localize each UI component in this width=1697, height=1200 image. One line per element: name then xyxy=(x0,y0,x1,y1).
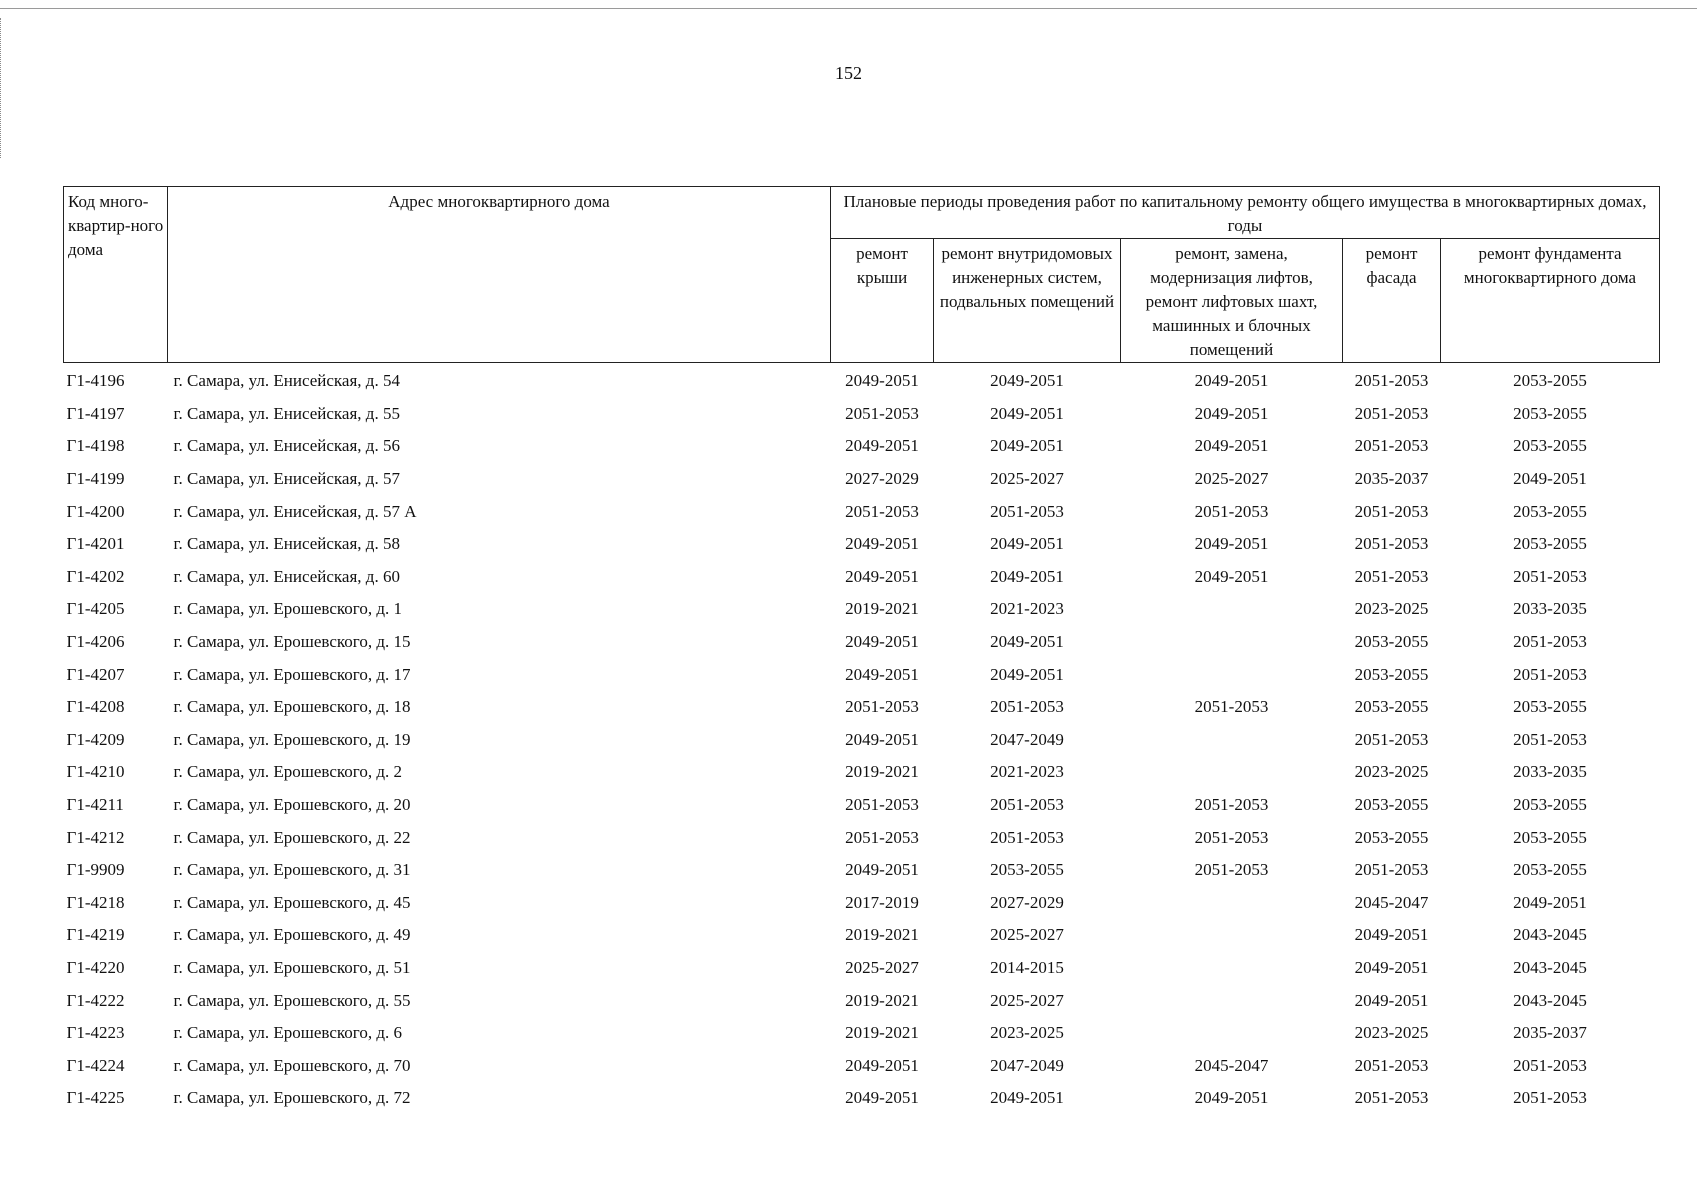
systems-period-cell: 2049-2051 xyxy=(990,566,1064,586)
lifts-period-cell xyxy=(1121,626,1343,659)
table-row xyxy=(64,561,1660,594)
systems-period-cell: 2051-2053 xyxy=(990,827,1064,847)
lifts-period-cell: 2051-2053 xyxy=(1194,501,1269,521)
lifts-period-cell: 2049-2051 xyxy=(1194,566,1269,586)
address-cell: г. Самара, ул. Ерошевского, д. 49 xyxy=(173,925,411,945)
address-cell: г. Самара, ул. Енисейская, д. 58 xyxy=(173,534,400,554)
systems-period-cell: 2047-2049 xyxy=(990,1055,1064,1075)
foundation-period-cell: 2053-2055 xyxy=(1513,501,1587,521)
lifts-period-cell: 2049-2051 xyxy=(1194,436,1269,456)
facade-period-cell: 2051-2053 xyxy=(1354,860,1429,880)
code-cell: Г1-4197 xyxy=(66,403,125,423)
header-roof: ремонт крыши xyxy=(831,239,934,363)
table-row xyxy=(64,854,1660,887)
table-row xyxy=(64,724,1660,757)
header-systems: ремонт внутридомовых инженерных систем, подвальных помещений xyxy=(934,239,1121,363)
table-row xyxy=(64,495,1660,528)
code-cell: Г1-4212 xyxy=(66,827,125,847)
foundation-period-cell: 2051-2053 xyxy=(1513,729,1587,749)
foundation-period-cell: 2053-2055 xyxy=(1513,827,1587,847)
address-cell: г. Самара, ул. Ерошевского, д. 19 xyxy=(173,729,411,749)
lifts-period-cell: 2051-2053 xyxy=(1194,697,1269,717)
address-cell: г. Самара, ул. Ерошевского, д. 70 xyxy=(173,1055,411,1075)
lifts-period-cell: 2049-2051 xyxy=(1194,1088,1269,1108)
header-facade: ремонт фасада xyxy=(1343,239,1441,363)
table-row xyxy=(64,919,1660,952)
address-cell: г. Самара, ул. Ерошевского, д. 17 xyxy=(173,664,411,684)
roof-period-cell: 2049-2051 xyxy=(845,664,919,684)
lifts-period-cell: 2051-2053 xyxy=(1194,795,1269,815)
foundation-period-cell: 2053-2055 xyxy=(1513,403,1587,423)
systems-period-cell: 2047-2049 xyxy=(990,729,1064,749)
roof-period-cell: 2051-2053 xyxy=(845,501,919,521)
table-row xyxy=(64,398,1660,431)
foundation-period-cell: 2043-2045 xyxy=(1513,925,1587,945)
systems-period-cell: 2025-2027 xyxy=(990,469,1064,489)
header-planned-periods: Плановые периоды проведения работ по капитальному ремонту общего имущества в многоквартирных домах, годы xyxy=(831,187,1660,239)
systems-period-cell: 2049-2051 xyxy=(990,403,1064,423)
lifts-period-cell xyxy=(1121,984,1343,1017)
roof-period-cell: 2019-2021 xyxy=(845,762,919,782)
code-cell: Г1-4201 xyxy=(66,534,125,554)
foundation-period-cell: 2053-2055 xyxy=(1513,795,1587,815)
lifts-period-cell xyxy=(1121,756,1343,789)
roof-period-cell: 2019-2021 xyxy=(845,990,919,1010)
facade-period-cell: 2049-2051 xyxy=(1354,925,1429,945)
foundation-period-cell: 2053-2055 xyxy=(1513,697,1587,717)
lifts-period-cell xyxy=(1121,658,1343,691)
address-cell: г. Самара, ул. Енисейская, д. 57 А xyxy=(173,501,417,521)
table-row xyxy=(64,1017,1660,1050)
systems-period-cell: 2021-2023 xyxy=(990,599,1064,619)
foundation-period-cell: 2051-2053 xyxy=(1513,1055,1587,1075)
lifts-period-cell xyxy=(1121,887,1343,920)
header-row-top xyxy=(64,187,1660,239)
address-cell: г. Самара, ул. Енисейская, д. 60 xyxy=(173,566,400,586)
code-cell: Г1-4211 xyxy=(66,795,124,815)
facade-period-cell: 2035-2037 xyxy=(1354,469,1429,489)
header-address: Адрес многоквартирного дома xyxy=(168,187,831,363)
roof-period-cell: 2049-2051 xyxy=(845,1055,919,1075)
roof-period-cell: 2025-2027 xyxy=(845,957,919,977)
table-row xyxy=(64,984,1660,1017)
foundation-period-cell: 2053-2055 xyxy=(1513,860,1587,880)
foundation-period-cell: 2053-2055 xyxy=(1513,371,1587,391)
table-row xyxy=(64,658,1660,691)
table-row xyxy=(64,363,1660,398)
roof-period-cell: 2049-2051 xyxy=(845,632,919,652)
address-cell: г. Самара, ул. Ерошевского, д. 31 xyxy=(173,860,411,880)
facade-period-cell: 2045-2047 xyxy=(1354,892,1429,912)
foundation-period-cell: 2053-2055 xyxy=(1513,534,1587,554)
code-cell: Г1-9909 xyxy=(66,860,125,880)
table-row xyxy=(64,528,1660,561)
roof-period-cell: 2019-2021 xyxy=(845,925,919,945)
code-cell: Г1-4225 xyxy=(66,1088,125,1108)
table-row xyxy=(64,952,1660,985)
lifts-period-cell: 2049-2051 xyxy=(1194,371,1269,391)
foundation-period-cell: 2033-2035 xyxy=(1513,762,1587,782)
systems-period-cell: 2049-2051 xyxy=(990,371,1064,391)
facade-period-cell: 2023-2025 xyxy=(1354,1023,1429,1043)
systems-period-cell: 2021-2023 xyxy=(990,762,1064,782)
lifts-period-cell: 2051-2053 xyxy=(1194,827,1269,847)
lifts-period-cell xyxy=(1121,593,1343,626)
address-cell: г. Самара, ул. Ерошевского, д. 18 xyxy=(173,697,411,717)
page-number: 152 xyxy=(835,63,862,83)
roof-period-cell: 2049-2051 xyxy=(845,566,919,586)
lifts-period-cell: 2049-2051 xyxy=(1194,534,1269,554)
foundation-period-cell: 2049-2051 xyxy=(1513,892,1587,912)
roof-period-cell: 2049-2051 xyxy=(845,371,919,391)
header-code: Код много-квартир-ного дома xyxy=(64,187,168,363)
facade-period-cell: 2053-2055 xyxy=(1354,697,1429,717)
address-cell: г. Самара, ул. Ерошевского, д. 45 xyxy=(173,892,411,912)
facade-period-cell: 2051-2053 xyxy=(1354,436,1429,456)
code-cell: Г1-4205 xyxy=(66,599,125,619)
address-cell: г. Самара, ул. Ерошевского, д. 6 xyxy=(173,1023,402,1043)
systems-period-cell: 2025-2027 xyxy=(990,925,1064,945)
foundation-period-cell: 2051-2053 xyxy=(1513,1088,1587,1108)
code-cell: Г1-4198 xyxy=(66,436,125,456)
repair-schedule-table xyxy=(63,186,1660,1115)
lifts-period-cell xyxy=(1121,1017,1343,1050)
address-cell: г. Самара, ул. Енисейская, д. 57 xyxy=(173,469,400,489)
facade-period-cell: 2051-2053 xyxy=(1354,403,1429,423)
facade-period-cell: 2053-2055 xyxy=(1354,827,1429,847)
systems-period-cell: 2051-2053 xyxy=(990,795,1064,815)
code-cell: Г1-4209 xyxy=(66,729,125,749)
roof-period-cell: 2049-2051 xyxy=(845,1088,919,1108)
code-cell: Г1-4224 xyxy=(66,1055,125,1075)
table-row xyxy=(64,626,1660,659)
table-row xyxy=(64,756,1660,789)
header-foundation: ремонт фундамента многоквартирного дома xyxy=(1441,239,1660,363)
lifts-period-cell: 2045-2047 xyxy=(1194,1055,1269,1075)
address-cell: г. Самара, ул. Ерошевского, д. 72 xyxy=(173,1088,411,1108)
foundation-period-cell: 2053-2055 xyxy=(1513,436,1587,456)
lifts-period-cell: 2049-2051 xyxy=(1194,403,1269,423)
code-cell: Г1-4196 xyxy=(66,371,125,391)
facade-period-cell: 2053-2055 xyxy=(1354,632,1429,652)
code-cell: Г1-4206 xyxy=(66,632,125,652)
table-row xyxy=(64,430,1660,463)
systems-period-cell: 2049-2051 xyxy=(990,1088,1064,1108)
foundation-period-cell: 2051-2053 xyxy=(1513,632,1587,652)
address-cell: г. Самара, ул. Ерошевского, д. 1 xyxy=(173,599,402,619)
address-cell: г. Самара, ул. Ерошевского, д. 22 xyxy=(173,827,411,847)
facade-period-cell: 2049-2051 xyxy=(1354,957,1429,977)
facade-period-cell: 2049-2051 xyxy=(1354,990,1429,1010)
facade-period-cell: 2053-2055 xyxy=(1354,795,1429,815)
table-row xyxy=(64,1049,1660,1082)
facade-period-cell: 2023-2025 xyxy=(1354,762,1429,782)
systems-period-cell: 2049-2051 xyxy=(990,436,1064,456)
roof-period-cell: 2049-2051 xyxy=(845,436,919,456)
table-row xyxy=(64,691,1660,724)
lifts-period-cell xyxy=(1121,724,1343,757)
systems-period-cell: 2025-2027 xyxy=(990,990,1064,1010)
table-row xyxy=(64,463,1660,496)
code-cell: Г1-4199 xyxy=(66,469,125,489)
roof-period-cell: 2019-2021 xyxy=(845,599,919,619)
roof-period-cell: 2051-2053 xyxy=(845,697,919,717)
code-cell: Г1-4219 xyxy=(66,925,125,945)
systems-period-cell: 2053-2055 xyxy=(990,860,1064,880)
code-cell: Г1-4222 xyxy=(66,990,125,1010)
lifts-period-cell xyxy=(1121,952,1343,985)
code-cell: Г1-4208 xyxy=(66,697,125,717)
roof-period-cell: 2027-2029 xyxy=(845,469,919,489)
foundation-period-cell: 2051-2053 xyxy=(1513,664,1587,684)
lifts-period-cell: 2051-2053 xyxy=(1194,860,1269,880)
table-row xyxy=(64,821,1660,854)
code-cell: Г1-4220 xyxy=(66,957,125,977)
code-cell: Г1-4202 xyxy=(66,566,125,586)
roof-period-cell: 2019-2021 xyxy=(845,1023,919,1043)
systems-period-cell: 2014-2015 xyxy=(990,957,1064,977)
code-cell: Г1-4223 xyxy=(66,1023,125,1043)
table-row xyxy=(64,593,1660,626)
address-cell: г. Самара, ул. Ерошевского, д. 2 xyxy=(173,762,402,782)
code-cell: Г1-4207 xyxy=(66,664,125,684)
roof-period-cell: 2051-2053 xyxy=(845,795,919,815)
facade-period-cell: 2051-2053 xyxy=(1354,1055,1429,1075)
facade-period-cell: 2051-2053 xyxy=(1354,729,1429,749)
address-cell: г. Самара, ул. Енисейская, д. 55 xyxy=(173,403,400,423)
code-cell: Г1-4210 xyxy=(66,762,125,782)
systems-period-cell: 2049-2051 xyxy=(990,632,1064,652)
table-row xyxy=(64,1082,1660,1115)
facade-period-cell: 2051-2053 xyxy=(1354,566,1429,586)
address-cell: г. Самара, ул. Ерошевского, д. 55 xyxy=(173,990,411,1010)
lifts-period-cell: 2025-2027 xyxy=(1194,469,1269,489)
facade-period-cell: 2051-2053 xyxy=(1354,534,1429,554)
address-cell: г. Самара, ул. Енисейская, д. 56 xyxy=(173,436,400,456)
code-cell: Г1-4218 xyxy=(66,892,125,912)
address-cell: г. Самара, ул. Енисейская, д. 54 xyxy=(173,371,400,391)
foundation-period-cell: 2043-2045 xyxy=(1513,957,1587,977)
roof-period-cell: 2051-2053 xyxy=(845,403,919,423)
header-lifts: ремонт, замена, модернизация лифтов, ремонт лифтовых шахт, машинных и блочных помещений xyxy=(1121,239,1343,363)
systems-period-cell: 2027-2029 xyxy=(990,892,1064,912)
foundation-period-cell: 2051-2053 xyxy=(1513,566,1587,586)
facade-period-cell: 2023-2025 xyxy=(1354,599,1429,619)
address-cell: г. Самара, ул. Ерошевского, д. 15 xyxy=(173,632,411,652)
roof-period-cell: 2051-2053 xyxy=(845,827,919,847)
systems-period-cell: 2049-2051 xyxy=(990,664,1064,684)
address-cell: г. Самара, ул. Ерошевского, д. 20 xyxy=(173,795,411,815)
facade-period-cell: 2051-2053 xyxy=(1354,1088,1429,1108)
systems-period-cell: 2023-2025 xyxy=(990,1023,1064,1043)
scan-top-border xyxy=(0,8,1697,9)
foundation-period-cell: 2043-2045 xyxy=(1513,990,1587,1010)
systems-period-cell: 2051-2053 xyxy=(990,697,1064,717)
roof-period-cell: 2049-2051 xyxy=(845,860,919,880)
systems-period-cell: 2049-2051 xyxy=(990,534,1064,554)
facade-period-cell: 2053-2055 xyxy=(1354,664,1429,684)
systems-period-cell: 2051-2053 xyxy=(990,501,1064,521)
roof-period-cell: 2017-2019 xyxy=(845,892,919,912)
foundation-period-cell: 2033-2035 xyxy=(1513,599,1587,619)
scan-edge-mark xyxy=(0,18,4,158)
foundation-period-cell: 2049-2051 xyxy=(1513,469,1587,489)
facade-period-cell: 2051-2053 xyxy=(1354,371,1429,391)
foundation-period-cell: 2035-2037 xyxy=(1513,1023,1587,1043)
code-cell: Г1-4200 xyxy=(66,501,125,521)
roof-period-cell: 2049-2051 xyxy=(845,534,919,554)
address-cell: г. Самара, ул. Ерошевского, д. 51 xyxy=(173,957,411,977)
roof-period-cell: 2049-2051 xyxy=(845,729,919,749)
table-body xyxy=(64,363,1660,1115)
facade-period-cell: 2051-2053 xyxy=(1354,501,1429,521)
table-row xyxy=(64,887,1660,920)
lifts-period-cell xyxy=(1121,919,1343,952)
table-row xyxy=(64,789,1660,822)
